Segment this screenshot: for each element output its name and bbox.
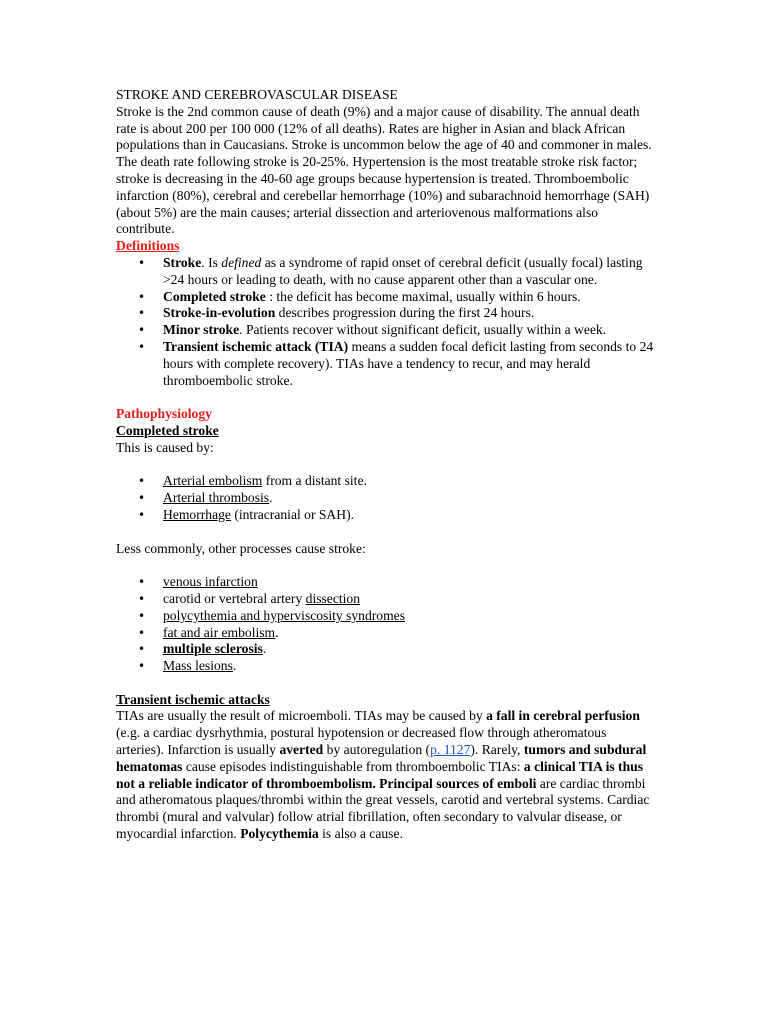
definition-minor-stroke: • Minor stroke. Patients recover without significant deficit, usually within a week.: [116, 322, 656, 339]
document-page: [116, 87, 656, 843]
tia-paragraph: TIAs are usually the result of microemboli. TIAs may be caused by a fall in cerebral perfusion (e.g. a cardiac dysrhythmia, postural hypotension or decreased flow through atheromatous arteries). Infarction is usually averted by autoregulation (p. 1127). Rarely, tumors and subdural hematomas cause episodes indistinguishable from thromboembolic TIAs: a clinical TIA is thus not a reliable indicator of thromboembolism. Principal sources of emboli are cardiac thrombi and atheromatous plaques/thrombi within the great vessels, carotid and vertebral systems. Cardiac thrombi (mural and valvular) follow atrial fibrillation, often secondary to valvular disease, or myocardial infarction. Polycythemia is also a cause.: [116, 708, 650, 842]
tia-heading: Transient ischemic attacks: [116, 691, 270, 707]
fat-air-embolism-link[interactable]: fat and air embolism: [163, 624, 276, 640]
arterial-thrombosis-link[interactable]: Arterial thrombosis: [163, 490, 270, 506]
other-cause-mass-lesions: • Mass lesions.: [116, 658, 656, 675]
other-cause-polycythemia: [116, 608, 656, 625]
spacer: [116, 557, 656, 574]
document-title: STROKE AND CEREBROVASCULAR DISEASE: [116, 87, 398, 102]
page-reference-link[interactable]: p. 1127: [430, 742, 471, 758]
cause-arterial-thrombosis: • Arterial thrombosis.: [116, 490, 656, 507]
multiple-sclerosis-link[interactable]: multiple sclerosis: [163, 641, 263, 657]
polycythemia-link[interactable]: polycythemia and hyperviscosity syndromes: [163, 607, 405, 623]
definition-stroke-in-evolution: • Stroke-in-evolution describes progression during the first 24 hours.: [116, 305, 656, 322]
spacer: [116, 389, 656, 406]
spacer: [116, 675, 656, 692]
dissection-link[interactable]: dissection: [305, 590, 361, 606]
spacer: [116, 457, 656, 474]
mass-lesions-link[interactable]: Mass lesions: [163, 658, 233, 674]
definitions-heading: Definitions: [116, 238, 180, 254]
definitions-list: [116, 255, 656, 389]
definition-stroke: • Stroke. Is defined as a syndrome of rapid onset of cerebral deficit (usually focal) lasting >24 hours or leading to death, with no cause apparent other than a vascular one.: [116, 255, 656, 289]
other-causes-list: [116, 574, 656, 675]
intro-paragraph: Stroke is the 2nd common cause of death (9%) and a major cause of disability. The annual death rate is about 200 per 100 000 (12% of all deaths). Rates are higher in Asian and black African populations than in Caucasians. Stroke is uncommon below the age of 40 and commoner in males. The death rate following stroke is 20-25%. Hypertension is the most treatable stroke risk factor; stroke is decreasing in the 40-60 age groups because hypertension is treated. Thromboembolic infarction (80%), cerebral and cerebellar hemorrhage (10%) and subarachnoid hemorrhage (SAH) (about 5%) are the main causes; arterial dissection and arteriovenous malformations also contribute.: [116, 103, 652, 237]
caused-by-text: This is caused by:: [116, 439, 214, 455]
definition-completed-stroke: • Completed stroke : the deficit has become maximal, usually within 6 hours.: [116, 289, 656, 306]
completed-stroke-heading: Completed stroke: [116, 422, 219, 438]
spacer: [116, 524, 656, 541]
less-common-text: Less commonly, other processes cause stroke:: [116, 540, 366, 556]
definition-tia: • Transient ischemic attack (TIA) means a sudden focal deficit lasting from seconds to 24 hours with complete recovery). TIAs have a tendency to recur, and may herald thromboembolic stroke.: [116, 339, 656, 389]
pathophysiology-heading: Pathophysiology: [116, 406, 212, 422]
hemorrhage-link[interactable]: Hemorrhage: [163, 506, 231, 522]
causes-list: [116, 473, 656, 523]
other-cause-venous-infarction: [116, 574, 656, 591]
cause-arterial-embolism: • Arterial embolism from a distant site.: [116, 473, 656, 490]
cause-hemorrhage: • Hemorrhage (intracranial or SAH).: [116, 507, 656, 524]
venous-infarction-link[interactable]: venous infarction: [163, 574, 258, 590]
arterial-embolism-link[interactable]: Arterial embolism: [163, 473, 263, 489]
other-cause-multiple-sclerosis: • multiple sclerosis.: [116, 641, 656, 658]
other-cause-dissection: • carotid or vertebral artery dissection: [116, 591, 656, 608]
other-cause-fat-air-embolism: • fat and air embolism.: [116, 625, 656, 642]
